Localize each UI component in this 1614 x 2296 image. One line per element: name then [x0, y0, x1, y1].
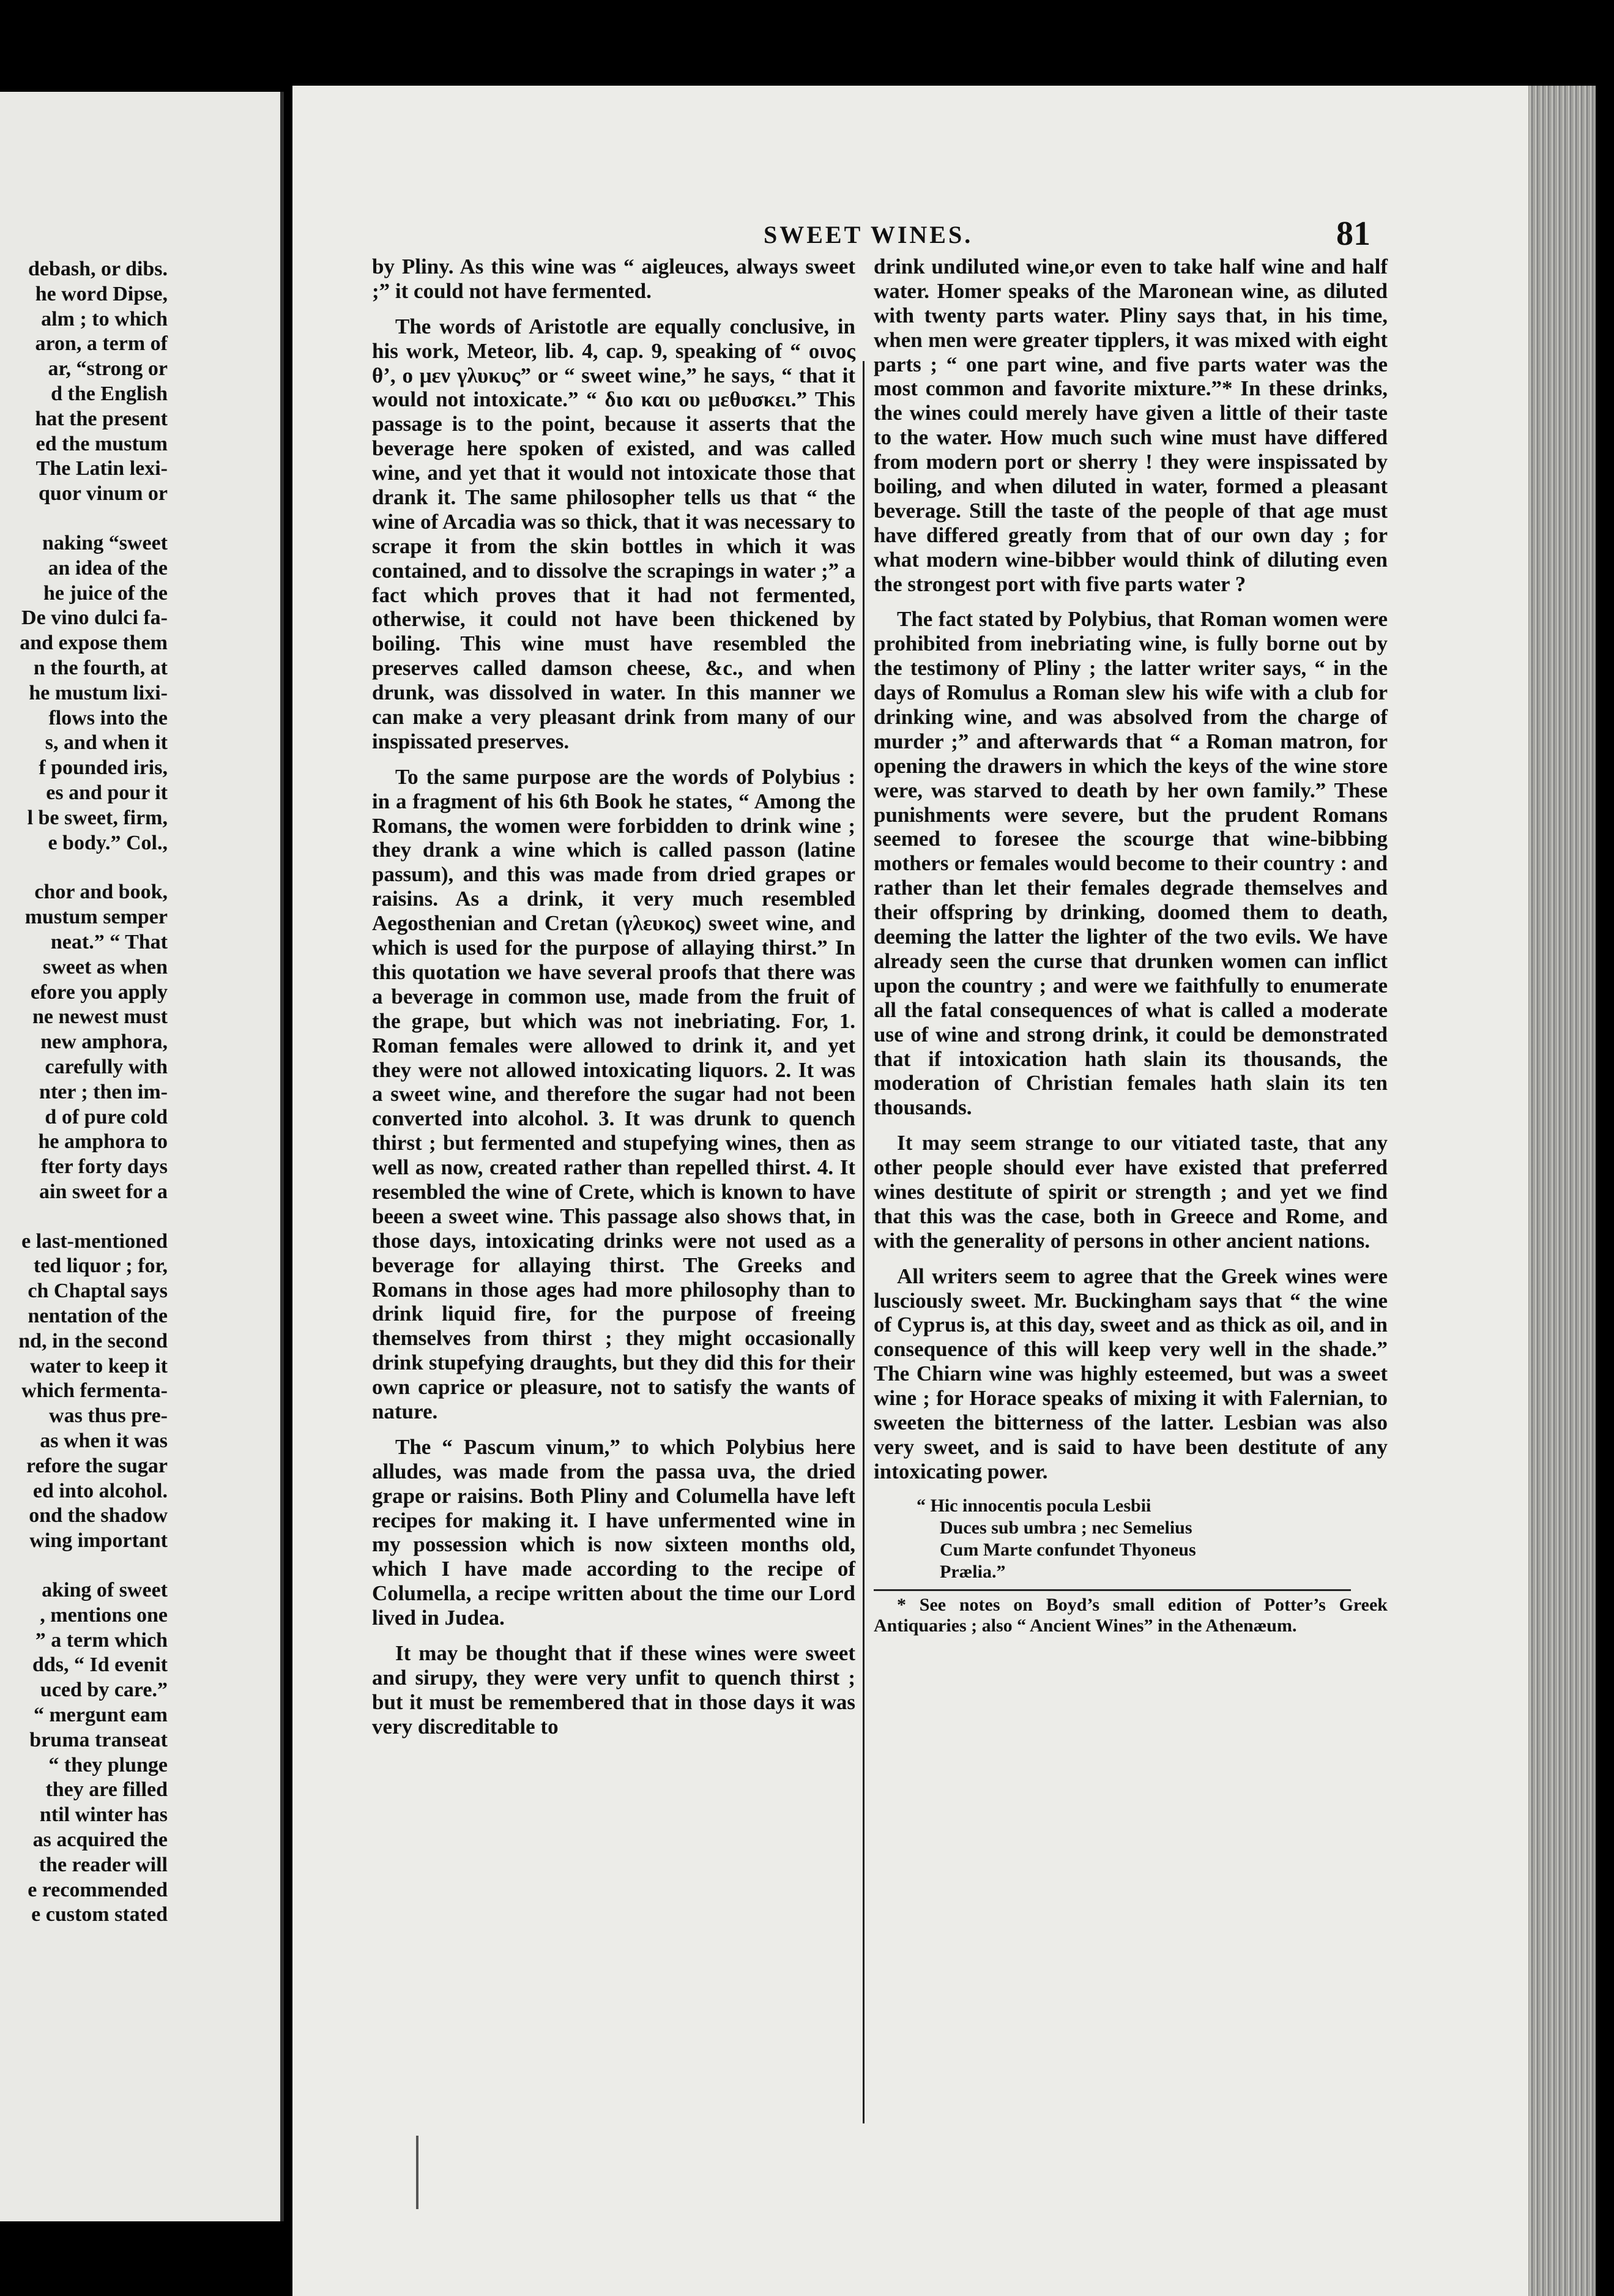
paragraph-gap: [0, 855, 168, 880]
text-line: ed into alcohol.: [32, 1479, 168, 1502]
text-line: e recommended: [28, 1878, 168, 1901]
text-line: ntil winter has: [39, 1803, 168, 1827]
text-line: hat the present: [35, 407, 168, 430]
running-title: SWEET WINES.: [764, 221, 973, 248]
text-line: The Latin lexi-: [35, 457, 168, 480]
text-line: uced by care.”: [40, 1679, 168, 1702]
text-line: “ they plunge: [48, 1753, 168, 1776]
text-line: ain sweet for a: [39, 1180, 168, 1203]
paragraph: It may be thought that if these wines were sweet and sirupy, they were very unfit to quench thirst ; but it must be remembered that in those days it was very discreditable to: [372, 1641, 855, 1739]
text-line: he juice of the: [43, 581, 168, 605]
text-line: quor vinum or: [39, 482, 168, 505]
text-line: he word Dipse,: [35, 282, 168, 305]
text-line: the reader will: [39, 1853, 168, 1876]
text-column-left: [372, 255, 855, 1750]
text-line: naking “sweet: [42, 531, 168, 554]
text-line: fter forty days: [40, 1155, 168, 1179]
text-column-right: [874, 255, 1388, 1637]
text-line: d of pure cold: [45, 1105, 168, 1128]
text-line: neat.” “ That: [50, 930, 168, 953]
text-line: f pounded iris,: [39, 756, 168, 780]
text-line: “ mergunt eam: [33, 1704, 168, 1727]
text-line: ar, “strong or: [48, 357, 168, 381]
paragraph-gap: [0, 1554, 168, 1578]
text-line: as acquired the: [32, 1828, 168, 1852]
text-line: e custom stated: [31, 1903, 168, 1926]
paragraph: drink undiluted wine,or even to take half wine and half water. Homer speaks of the Maronean wine, as diluted with twenty parts water. Pliny says that, in his time, when men were greater tipplers, it was mixed with eight parts ; “ one part wine, and five parts water was the most common and favorite mixture.”* In these drinks, the wines could merely have given a little of their taste to the water. How much such wine must have differed from modern port or sherry ! they were inspissated by boiling, and when diluted in water, formed a pleasant beverage. Still the taste of the people of that age must have differed greatly from that of our own day ; for what modern wine-bibber would think of diluting even the strongest port with five parts water ?: [874, 255, 1388, 596]
paragraph: by Pliny. As this wine was “ aigleuces, always sweet ;” it could not have fermented.: [372, 255, 855, 303]
footnote-rule: [874, 1589, 1351, 1591]
column-rule: [863, 361, 865, 2123]
text-line: new amphora,: [40, 1031, 168, 1054]
text-line: , mentions one: [40, 1603, 168, 1627]
text-line: bruma transeat: [29, 1728, 168, 1751]
text-line: an idea of the: [48, 556, 168, 580]
text-line: flows into the: [48, 706, 168, 729]
text-line: ted liquor ; for,: [33, 1254, 168, 1278]
footnote: * See notes on Boyd’s small edition of Potter’s Greek Antiquaries ; also “ Ancient Wines” in the Athenæum.: [874, 1594, 1388, 1636]
text-line: nter ; then im-: [39, 1080, 168, 1103]
text-line: refore the sugar: [26, 1454, 168, 1477]
paragraph: The fact stated by Polybius, that Roman women were prohibited from inebriating wine, is fully borne out by the testimony of Pliny ; the latter writer says, “ in the days of Romulus a Roman slew his wife with a club for drinking wine, and was absolved from the charge of murder ;” and afterwards that “ a Roman matron, for opening the drawers in which the keys of the wine store were, was starved to death by her own family.” These punishments were severe, but the prudent Romans seemed to foresee the scourge that wine-bibbing mothers or females would become to their country : and rather than let their females degrade themselves and their offspring by drinking, doomed them to death, deeming the latter the lighter of the two evils. We have already seen the curse that drunken women can inflict upon the country ; and were we faithfully to enumerate all the fatal consequences of what is called a moderate use of wine and strong drink, it could be demonstrated that if intoxication hath slain its thousands, the moderation of Christian females hath slain its ten thousands.: [874, 607, 1388, 1120]
text-line: wing important: [29, 1529, 168, 1552]
text-line: e body.” Col.,: [48, 831, 168, 854]
text-line: alm ; to which: [41, 307, 168, 330]
text-line: es and pour it: [46, 781, 168, 804]
text-line: debash, or dibs.: [28, 258, 168, 280]
text-line: dds, “ Id evenit: [32, 1653, 168, 1677]
text-line: and expose them: [20, 632, 168, 655]
text-line: d the English: [51, 382, 168, 405]
text-line: n the fourth, at: [33, 656, 168, 679]
text-line: efore you apply: [30, 980, 168, 1004]
facing-page-fragment: [0, 92, 284, 2221]
paragraph: The “ Pascum vinum,” to which Polybius here alludes, was made from the passa uva, the dried grape or raisins. Both Pliny and Columella have left recipes for making it. I have unfermented wine in my possession which is now sixteen months old, which I have made according to the recipe of Columella, a recipe written about the time our Lord lived in Judea.: [372, 1434, 855, 1630]
text-line: ed the mustum: [35, 432, 168, 455]
text-line: De vino dulci fa-: [21, 606, 168, 630]
text-line: sweet as when: [43, 955, 168, 978]
text-line: aron, a term of: [35, 332, 168, 356]
verse-quotation: [917, 1495, 1388, 1583]
text-line: mustum semper: [24, 906, 168, 929]
text-line: was thus pre-: [49, 1404, 168, 1428]
book-page: [292, 86, 1596, 2296]
text-line: s, and when it: [45, 731, 168, 755]
text-line: water to keep it: [29, 1354, 168, 1377]
text-line: which fermenta-: [21, 1379, 168, 1403]
page-number: 81: [1336, 215, 1370, 253]
text-line: ch Chaptal says: [28, 1280, 168, 1303]
verse-line: “ Hic innocentis pocula Lesbii: [917, 1495, 1151, 1516]
paragraph-gap: [0, 507, 168, 531]
text-line: he mustum lixi-: [29, 681, 168, 704]
paragraph: The words of Aristotle are equally conclusive, in his work, Meteor, lib. 4, cap. 9, speaking of “ οινος θ’, ο μεν γλυκυς” or “ sweet wine,” he says, “ that it would not intoxicate.” “ διο και ου μεθυσκει.” This passage is to the point, because it asserts that the beverage here spoken of existed, and was called wine, and yet that it would not intoxicate those that drank it. The same philosopher tells us that “ the wine of Arcadia was so thick, that it was necessary to scrape it from the skin bottles in which it was contained, and to dissolve the scrapings in water ;” a fact which proves that it had not fermented, otherwise, it could not have been thickened by boiling. This wine must have resembled the preserves called damson cheese, &c., and when drunk, was dissolved in water. In this manner we can make a very pleasant drink from many of our inspissated preserves.: [372, 314, 855, 753]
paragraph: To the same purpose are the words of Polybius : in a fragment of his 6th Book he states, “ Among the Romans, the women were forbidden to drink wine ; they drank a wine which is called passon (latine passum), and this was made from dried grapes or raisins. As a drink, it very much resembled Aegosthenian and Cretan (γλευκος) sweet wine, and which is used for the purpose of allaying thirst.” In this quotation we have several proofs that there was a beverage in common use, made from the fruit of the grape, but which was not inebriating. For, 1. Roman females were allowed to drink it, and yet they were not allowed intoxicating liquors. 2. It was a sweet wine, and therefore the sugar had not been converted into alcohol. 3. It was drunk to quench thirst ; but fermented and stupefying wines, then as well as now, created rather than repelled thirst. 4. It resembled the wine of Crete, which is known to have beeen a sweet wine. This passage also shows that, in those days, intoxicating drinks were not used as a beverage for allaying thirst. The Greeks and Romans in those ages had more philosophy than to drink liquid fire, for the purpose of freeing themselves from thirst ; they might occasionally drink stupefying draughts, but they did this for their own caprice or pleasure, not to satisfy the wants of nature.: [372, 764, 855, 1423]
text-line: ond the shadow: [29, 1504, 168, 1527]
text-line: as when it was: [40, 1429, 168, 1453]
verse-line: Prælia.”: [940, 1561, 1006, 1582]
text-line: ” a term which: [35, 1628, 168, 1652]
text-line: nentation of the: [28, 1305, 168, 1328]
text-line: l be sweet, firm,: [27, 806, 168, 829]
paragraph: All writers seem to agree that the Greek wines were lusciously sweet. Mr. Buckingham says that “ the wine of Cyprus is, at this day, sweet and as thick as oil, and in consequence of this will keep very well in the shade.” The Chiarn wine was highly esteemed, but was a sweet wine ; for Horace speaks of mixing it with Falernian, to sweeten the bitterness of the latter. Lesbian was also very sweet, and is said to have been destitute of any intoxicating power.: [874, 1264, 1388, 1483]
text-line: e last-mentioned: [21, 1229, 168, 1253]
text-line: aking of sweet: [42, 1579, 168, 1602]
page-edge: [1528, 86, 1596, 2296]
page-header: [292, 214, 1528, 257]
text-line: chor and book,: [34, 881, 168, 904]
text-line: carefully with: [45, 1055, 168, 1078]
verse-line: Duces sub umbra ; nec Semelius: [940, 1517, 1192, 1538]
text-line: ne newest must: [32, 1005, 168, 1029]
verse-line: Cum Marte confundet Thyoneus: [940, 1539, 1196, 1560]
paragraph: It may seem strange to our vitiated taste, that any other people should ever have existed that preferred wines destitute of spirit or strength ; and yet we find that this was the case, both in Greece and Rome, and with the generality of persons in other ancient nations.: [874, 1131, 1388, 1253]
text-line: he amphora to: [38, 1130, 168, 1154]
facing-page-text: [0, 257, 168, 1928]
text-line: nd, in the second: [18, 1329, 168, 1352]
paragraph-gap: [0, 1205, 168, 1229]
binding-mark: [416, 2136, 418, 2209]
text-line: they are filled: [45, 1778, 168, 1802]
